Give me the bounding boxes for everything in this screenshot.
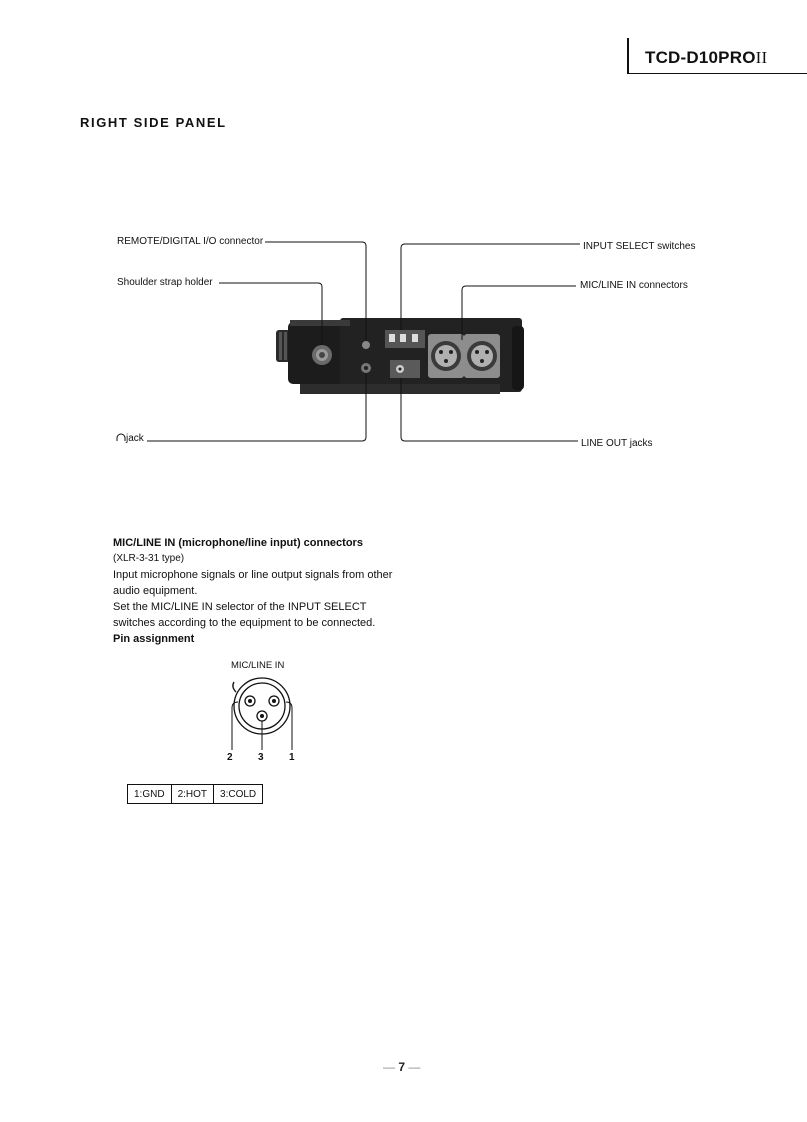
pin-cell: 3:COLD [214,785,263,804]
description-line: Input microphone signals or line output signals from other [113,569,393,581]
connector-type: (XLR-3-31 type) [113,553,185,564]
page-dash-right: — [408,1060,421,1074]
description-block [113,535,433,647]
callout-mic-line-in: MIC/LINE IN connectors [580,280,688,291]
pin-assignment-heading: Pin assignment [113,633,195,645]
device-illustration [276,318,524,394]
headphone-icon [117,434,125,441]
section-title: RIGHT SIDE PANEL [80,115,227,130]
page-number-value: 7 [398,1060,406,1074]
page-number [383,1060,420,1074]
model-suffix: II [755,48,768,67]
callout-shoulder-strap: Shoulder strap holder [117,277,213,288]
pin-assignment-table [127,784,263,804]
description-line: switches according to the equipment to be connected. [113,617,376,629]
page-dash-left: — [383,1060,395,1074]
xlr-pin-diagram [220,672,310,772]
model-number: TCD-D10PRO [645,48,756,67]
callout-line-out: LINE OUT jacks [581,438,653,449]
pin-cell: 2:HOT [171,785,213,804]
pin-diagram-title: MIC/LINE IN [231,660,285,671]
table-row [128,785,263,804]
callout-remote: REMOTE/DIGITAL I/O connector [117,236,264,247]
description-heading: MIC/LINE IN (microphone/line input) connectors [113,537,363,549]
pin-label: 2 [227,752,233,763]
callout-headphone-jack: jack [126,433,144,444]
pin-cell: 1:GND [128,785,172,804]
description-line: audio equipment. [113,585,198,597]
pin-label: 3 [258,752,264,763]
pin-label: 1 [289,752,295,763]
callout-input-select: INPUT SELECT switches [583,241,696,252]
description-line: Set the MIC/LINE IN selector of the INPUT SELECT [113,601,367,613]
